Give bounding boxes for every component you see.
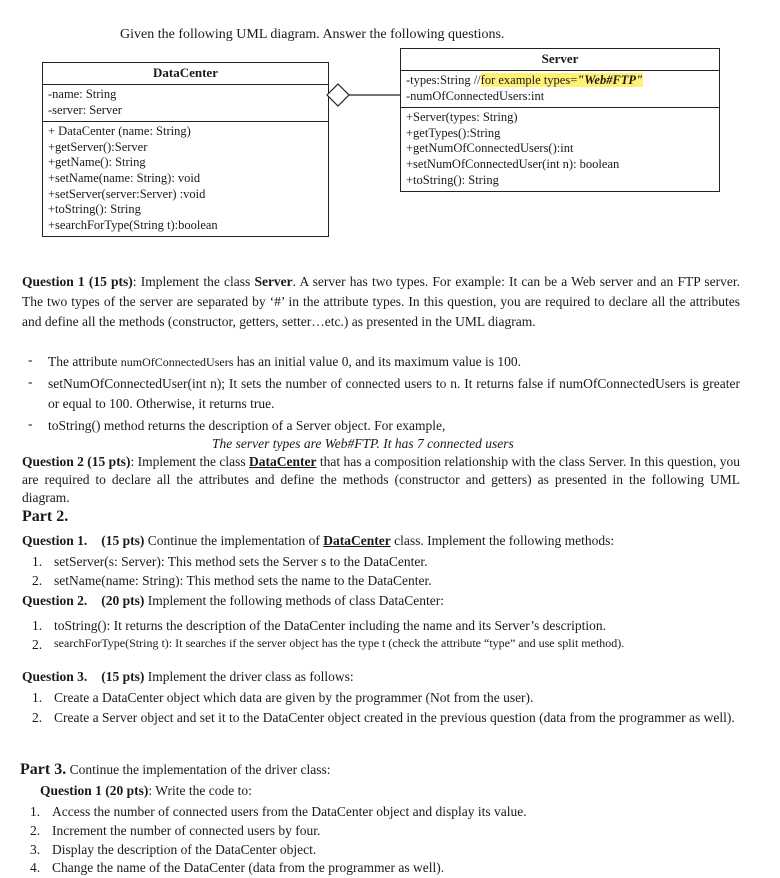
q2-paragraph: [22, 453, 740, 507]
uml-method: +searchForType(String t):boolean: [48, 217, 218, 232]
q1-class: Server: [254, 274, 293, 289]
q1-text: : Implement the class: [132, 274, 255, 289]
attr-text: -types:String //: [406, 73, 481, 87]
uml-attribute: [406, 73, 714, 89]
list-number: 2.: [32, 637, 43, 652]
part2-q3-heading: [22, 667, 354, 687]
q-class: DataCenter: [323, 533, 391, 548]
uml-attribute: -numOfConnectedUsers:int: [406, 88, 545, 103]
uml-method: +Server(types: String): [406, 110, 518, 125]
list-item: setServer(s: Server): This method sets the Server s to the DataCenter.: [54, 554, 428, 569]
intro-text: Given the following UML diagram. Answer the following questions.: [120, 27, 505, 42]
uml-method: +setName(name: String): void: [48, 170, 201, 185]
list-number: 4.: [30, 860, 41, 875]
list-number: 1.: [32, 618, 43, 633]
list-item: toString(): It returns the description of the DataCenter including the name and its Server’s description.: [54, 618, 606, 633]
q1-label: Question 1 (15 pts): [22, 274, 133, 289]
part2-title: Part 2.: [22, 508, 69, 525]
q-text: class. Implement the following methods:: [390, 533, 615, 548]
uml-attributes: [401, 70, 719, 107]
list-number: 3.: [30, 842, 41, 857]
list-item: Increment the number of connected users by four.: [52, 823, 321, 838]
list-item: Create a Server object and set it to the DataCenter object created in the previous question (data from the programmer as well).: [54, 710, 735, 725]
q-points: (15 pts): [101, 669, 145, 684]
part3-q1-heading: [40, 781, 252, 801]
highlight-text: for example types=: [480, 73, 578, 87]
bullet-dash: -: [28, 416, 33, 431]
q1-bullet-3: toString() method returns the description of a Server object. For example,: [48, 418, 446, 433]
composition-connector: [326, 80, 402, 110]
part2-q1-heading: [22, 531, 614, 551]
list-item: searchForType(String t): It searches if the server object has the type t (check the attribute “type” and use split method).: [54, 636, 625, 650]
uml-methods: [401, 107, 719, 191]
uml-method: +getName(): String: [48, 155, 146, 170]
uml-method: +getTypes():String: [406, 125, 501, 140]
uml-method: + DataCenter (name: String): [48, 124, 191, 139]
q-label: Question 1 (20 pts): [40, 783, 149, 798]
part3-title: Part 3.: [20, 761, 67, 778]
q2-text: : Implement the class: [130, 454, 249, 469]
q2-class: DataCenter: [248, 454, 317, 469]
q2-label: Question 2 (15 pts): [22, 454, 131, 469]
bullet-dash: -: [28, 374, 33, 389]
list-number: 2.: [30, 823, 41, 838]
q-points: (20 pts): [101, 593, 145, 608]
list-item: Change the name of the DataCenter (data from the programmer as well).: [52, 860, 445, 875]
uml-class-datacenter: [42, 62, 329, 237]
uml-attribute: -name: String: [48, 87, 117, 101]
q-text: Continue the implementation of: [144, 533, 324, 548]
list-number: 2.: [32, 710, 43, 725]
uml-methods: [43, 121, 328, 236]
q-text: Implement the following methods of class DataCenter:: [144, 593, 444, 608]
list-item: Create a DataCenter object which data are given by the programmer (Not from the user).: [54, 690, 534, 705]
bullet-text: has an initial value 0, and its maximum value is 100.: [233, 354, 521, 369]
q-label: Question 1.: [22, 533, 88, 548]
list-item: setName(name: String): This method sets the name to the DataCenter.: [54, 573, 432, 588]
q1-bullet-1: [48, 352, 521, 372]
uml-attributes: [43, 84, 328, 121]
bullet-dash: -: [28, 352, 33, 367]
uml-method: +toString(): String: [48, 202, 141, 217]
bullet-code: numOfConnectedUsers: [120, 355, 234, 369]
bullet-text: The attribute: [48, 354, 121, 369]
list-number: 1.: [30, 804, 41, 819]
uml-method: +setServer(server:Server) :void: [48, 186, 206, 201]
uml-method: +setNumOfConnectedUser(int n): boolean: [406, 156, 620, 171]
list-number: 2.: [32, 573, 43, 588]
part3-heading: [20, 760, 331, 780]
q-label: Question 3.: [22, 669, 88, 684]
q1-text: . A server has two types. For example: It can be a Web server and an FTP server. The two types of the server are separated by ‘#’ in the attribute types. In this question, you are required to declare all the attributes and define all the methods (constructor, getters, setter…etc.) as presented in the UML diagram.: [22, 274, 741, 329]
uml-method: +getServer():Server: [48, 139, 148, 154]
composition-diamond-icon: [327, 84, 349, 106]
highlight: [481, 73, 643, 87]
list-item: Display the description of the DataCenter object.: [52, 842, 317, 857]
q-label: Question 2.: [22, 593, 88, 608]
list-number: 1.: [32, 554, 43, 569]
uml-class-name: DataCenter: [153, 65, 218, 80]
q-text: : Write the code to:: [148, 783, 252, 798]
q1-example: The server types are Web#FTP. It has 7 connected users: [212, 436, 514, 451]
list-item: Access the number of connected users from the DataCenter object and display its value.: [52, 804, 527, 819]
highlight-value: "Web#FTP": [577, 73, 643, 87]
q-points: (15 pts): [101, 533, 145, 548]
uml-class-server: [400, 48, 720, 192]
q2-text: that has a composition relationship with the class Server. In this question, you are required to declare all the attributes and define the methods (constructor and getters) as presented in the following UML diagram.: [22, 454, 741, 505]
uml-attribute: -server: Server: [48, 102, 122, 117]
list-number: 1.: [32, 690, 43, 705]
uml-method: +toString(): String: [406, 172, 499, 187]
part2-q2-heading: [22, 591, 444, 611]
part3-text: Continue the implementation of the driver class:: [66, 762, 331, 777]
uml-method: +getNumOfConnectedUsers():int: [406, 141, 574, 156]
q-text: Implement the driver class as follows:: [144, 669, 354, 684]
q1-paragraph: [22, 272, 740, 332]
q1-bullet-2: setNumOfConnectedUser(int n); It sets the number of connected users to n. It returns false if numOfConnectedUsers is greater or equal to 100. Otherwise, it returns true.: [48, 376, 740, 411]
uml-class-name: Server: [541, 51, 579, 66]
